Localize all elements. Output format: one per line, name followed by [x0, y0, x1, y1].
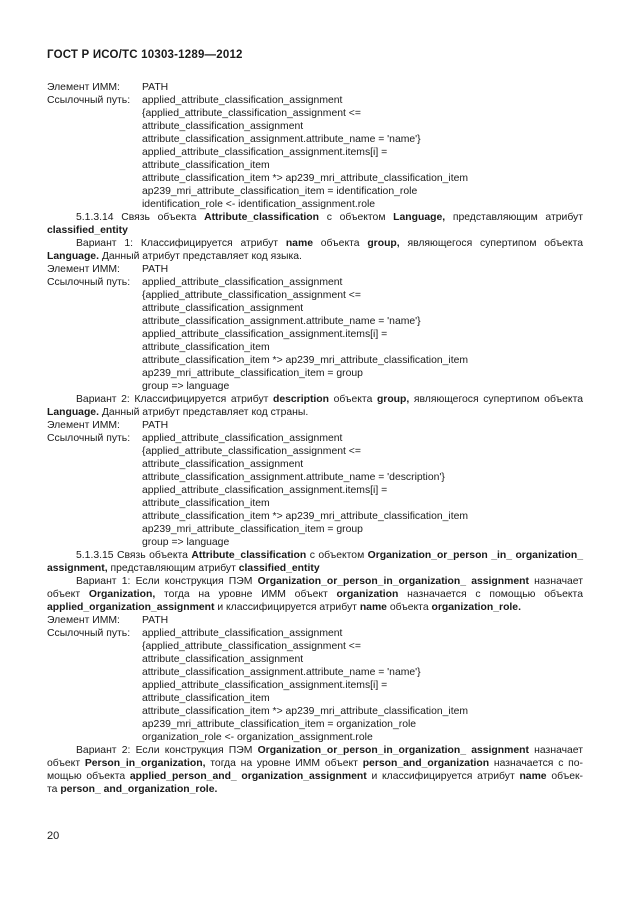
reference-path-line: ap239_mri_attribute_classification_item = identification_role: [142, 186, 418, 197]
text-run: назначает: [528, 576, 583, 587]
bold-term: Language.: [47, 407, 99, 418]
bold-term: Attribute_classification: [204, 212, 319, 223]
field-label: Элемент ИММ:: [47, 615, 120, 626]
bold-term: name: [359, 602, 387, 613]
reference-path-line: attribute_classification_assignment.attribute_name = 'name'}: [142, 134, 421, 145]
bold-term: applied_organization_assignment: [47, 602, 215, 613]
bold-term: description: [273, 394, 330, 405]
reference-path-line: attribute_classification_assignment.attribute_name = 'name'}: [142, 316, 421, 327]
reference-path-line: {applied_attribute_classification_assignment <=: [142, 290, 361, 301]
bold-term: Attribute_classification: [191, 550, 307, 561]
text-run: Вариант 2: Если конструкция ПЭМ: [76, 745, 258, 756]
bold-term: Organization_or_person_in_organization_ assignment: [257, 745, 529, 756]
paragraph-line: [76, 575, 583, 588]
reference-path-line: ap239_mri_attribute_classification_item = group: [142, 524, 363, 535]
reference-path-line: attribute_classification_item: [142, 693, 270, 704]
text-run: 5.1.3.14 Связь объекта: [76, 212, 205, 223]
reference-path-line: applied_attribute_classification_assignment.items[i] =: [142, 329, 388, 340]
field-label: Ссылочный путь:: [47, 628, 131, 639]
text-run: и классифицируется атрибут: [214, 602, 360, 613]
text-run: Вариант 1: Если конструкция ПЭМ: [76, 576, 258, 587]
reference-path-line: ap239_mri_attribute_classification_item = group: [142, 368, 363, 379]
paragraph-line: [47, 224, 583, 237]
bold-term: Organization,: [88, 589, 156, 600]
reference-path-line: attribute_classification_item: [142, 498, 270, 509]
text-run: объект: [47, 589, 89, 600]
text-run: представляющим атрибут: [445, 212, 583, 223]
bold-term: organization: [336, 589, 399, 600]
document-header: ГОСТ Р ИСО/ТС 10303-1289—2012: [47, 49, 243, 61]
paragraph-line: [47, 770, 583, 783]
paragraph-line: [47, 588, 583, 601]
field-label: Элемент ИММ:: [47, 264, 120, 275]
bold-term: name: [285, 238, 313, 249]
bold-term: group,: [367, 238, 400, 249]
bold-term: Organization_or_person _in_ organization_: [367, 550, 583, 561]
text-run: и классифицируется атрибут: [366, 771, 520, 782]
text-run: с объектом: [319, 212, 394, 223]
text-run: назначается с помощью объекта: [398, 589, 583, 600]
text-run: 5.1.3.15 Связь объекта: [76, 550, 192, 561]
reference-path-line: ap239_mri_attribute_classification_item = organization_role: [142, 719, 417, 730]
field-label: Ссылочный путь:: [47, 95, 131, 106]
text-run: объекта: [329, 394, 377, 405]
bold-term: name: [519, 771, 547, 782]
page-number: 20: [47, 830, 60, 842]
reference-path-line: applied_attribute_classification_assignment.items[i] =: [142, 147, 388, 158]
paragraph-line: [76, 211, 583, 224]
bold-term: Language.: [47, 251, 99, 262]
text-run: с объектом: [306, 550, 368, 561]
reference-path-line: attribute_classification_assignment: [142, 654, 304, 665]
text-run: представляющим атрибут: [107, 563, 239, 574]
paragraph-line: [47, 562, 583, 575]
text-run: объекта: [312, 238, 368, 249]
text-run: Вариант 1: Классифицируется атрибут: [76, 238, 286, 249]
text-run: являющегося супертипом объекта: [399, 238, 584, 249]
text-run: объек-: [546, 771, 583, 782]
reference-path-line: attribute_classification_assignment: [142, 303, 304, 314]
reference-path-line: applied_attribute_classification_assignment.items[i] =: [142, 680, 388, 691]
text-run: Вариант 2: Классифицируется атрибут: [76, 394, 273, 405]
text-run: назначает: [528, 745, 583, 756]
text-run: тогда на уровне ИММ объект: [155, 589, 337, 600]
field-value: applied_attribute_classification_assignment: [142, 277, 343, 288]
text-run: назначается с по-: [489, 758, 584, 769]
field-value: PATH: [142, 264, 169, 275]
bold-term: organization_role.: [431, 602, 521, 613]
bold-term: Organization_or_person_in_organization_ assignment: [257, 576, 529, 587]
text-run: та: [47, 784, 61, 795]
reference-path-line: attribute_classification_item: [142, 160, 270, 171]
reference-path-line: attribute_classification_item: [142, 342, 270, 353]
text-run: мощью объекта: [47, 771, 130, 782]
text-run: Данный атрибут представляет код страны.: [98, 407, 309, 418]
paragraph-line: [76, 549, 583, 562]
field-label: Элемент ИММ:: [47, 420, 120, 431]
reference-path-line: organization_role <- organization_assignment.role: [142, 732, 373, 743]
reference-path-line: attribute_classification_item *> ap239_mri_attribute_classification_item: [142, 511, 469, 522]
reference-path-line: group => language: [142, 537, 230, 548]
paragraph-line: [76, 237, 583, 250]
paragraph-line: [76, 393, 583, 406]
reference-path-line: {applied_attribute_classification_assignment <=: [142, 108, 361, 119]
reference-path-line: attribute_classification_assignment.attribute_name = 'description'}: [142, 472, 445, 483]
paragraph-line: [47, 783, 583, 796]
paragraph-line: [47, 406, 583, 419]
bold-term: assignment,: [47, 563, 108, 574]
field-label: Ссылочный путь:: [47, 277, 131, 288]
reference-path-line: {applied_attribute_classification_assignment <=: [142, 641, 361, 652]
text-run: объекта: [386, 602, 432, 613]
bold-term: Language,: [393, 212, 446, 223]
bold-term: group,: [376, 394, 410, 405]
reference-path-line: attribute_classification_item *> ap239_mri_attribute_classification_item: [142, 173, 469, 184]
text-run: тогда на уровне ИММ объект: [205, 758, 363, 769]
reference-path-line: applied_attribute_classification_assignment.items[i] =: [142, 485, 388, 496]
field-label: Элемент ИММ:: [47, 82, 120, 93]
paragraph-line: [47, 757, 583, 770]
bold-term: Person_in_organization,: [84, 758, 206, 769]
field-label: Ссылочный путь:: [47, 433, 131, 444]
text-run: объект: [47, 758, 85, 769]
field-value: PATH: [142, 615, 169, 626]
field-value: applied_attribute_classification_assignment: [142, 628, 343, 639]
text-run: Данный атрибут представляет код языка.: [98, 251, 302, 262]
paragraph-line: [76, 744, 583, 757]
bold-term: person_ and_organization_role.: [60, 784, 218, 795]
field-value: applied_attribute_classification_assignment: [142, 95, 343, 106]
field-value: PATH: [142, 420, 169, 431]
text-run: являющегося супертипом объекта: [409, 394, 583, 405]
reference-path-line: {applied_attribute_classification_assignment <=: [142, 446, 361, 457]
reference-path-line: attribute_classification_assignment: [142, 121, 304, 132]
reference-path-line: group => language: [142, 381, 230, 392]
paragraph-line: [47, 601, 583, 614]
reference-path-line: attribute_classification_item *> ap239_mri_attribute_classification_item: [142, 355, 469, 366]
bold-term: classified_entity: [238, 563, 320, 574]
bold-term: applied_person_and_ organization_assignment: [129, 771, 367, 782]
bold-term: classified_entity: [47, 225, 128, 236]
reference-path-line: attribute_classification_item *> ap239_mri_attribute_classification_item: [142, 706, 469, 717]
field-value: applied_attribute_classification_assignment: [142, 433, 343, 444]
field-value: PATH: [142, 82, 169, 93]
paragraph-line: [47, 250, 583, 263]
reference-path-line: attribute_classification_assignment.attribute_name = 'name'}: [142, 667, 421, 678]
reference-path-line: attribute_classification_assignment: [142, 459, 304, 470]
bold-term: person_and_organization: [362, 758, 490, 769]
reference-path-line: identification_role <- identification_assignment.role: [142, 199, 376, 210]
